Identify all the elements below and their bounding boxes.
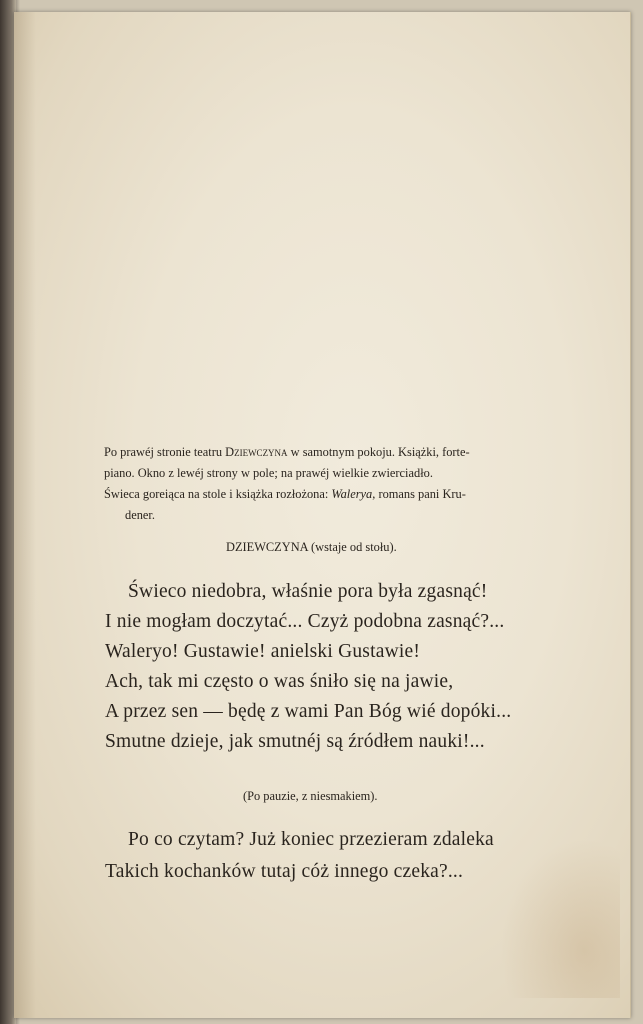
stage-direction-line-4: dener. [125, 508, 155, 522]
speaker-direction: (wstaje od stołu). [307, 540, 397, 554]
stage-text: Po prawéj stronie teatru [104, 445, 226, 459]
verse-line: Po co czytam? Już koniec przezieram zdaleka [128, 829, 494, 850]
stage-direction-line-1 [104, 442, 470, 463]
stage-direction-line-2: piano. Okno z lewéj strony w pole; na prawéj wielkie zwierciadło. [104, 466, 433, 480]
stage-text: , romans pani Kru- [372, 487, 466, 501]
verse-line: I nie mogłam doczytać... Czyż podobna zasnąć?... [105, 611, 505, 632]
book-title: Walerya [331, 487, 373, 501]
stage-direction-line-3 [104, 484, 466, 505]
verse-line: Smutne dzieje, jak smutnéj są źródłem nauki!... [105, 731, 485, 752]
verse-line: Takich kochanków tutaj cóż innego czeka?... [105, 861, 464, 882]
verse-line: A przez sen — będę z wami Pan Bóg wié dopóki... [105, 701, 512, 722]
character-name: Dziewczyna [225, 445, 288, 459]
verse-line: Ach, tak mi często o was śniło się na jawie, [105, 671, 454, 692]
verse-line: Świeco niedobra, właśnie pora była zgasnąć! [128, 581, 488, 602]
pause-direction: (Po pauzie, z niesmakiem). [243, 789, 378, 803]
stage-text: w samotnym pokoju. Książki, forte- [287, 445, 470, 459]
verse-line: Waleryo! Gustawie! anielski Gustawie! [105, 641, 421, 662]
book-page [14, 12, 631, 1018]
speaker-line [226, 539, 397, 555]
speaker-name: DZIEWCZYNA [226, 540, 308, 554]
page-stain [500, 838, 620, 998]
stage-text: Świeca goreiąca na stole i książka rozłożona: [104, 487, 332, 501]
